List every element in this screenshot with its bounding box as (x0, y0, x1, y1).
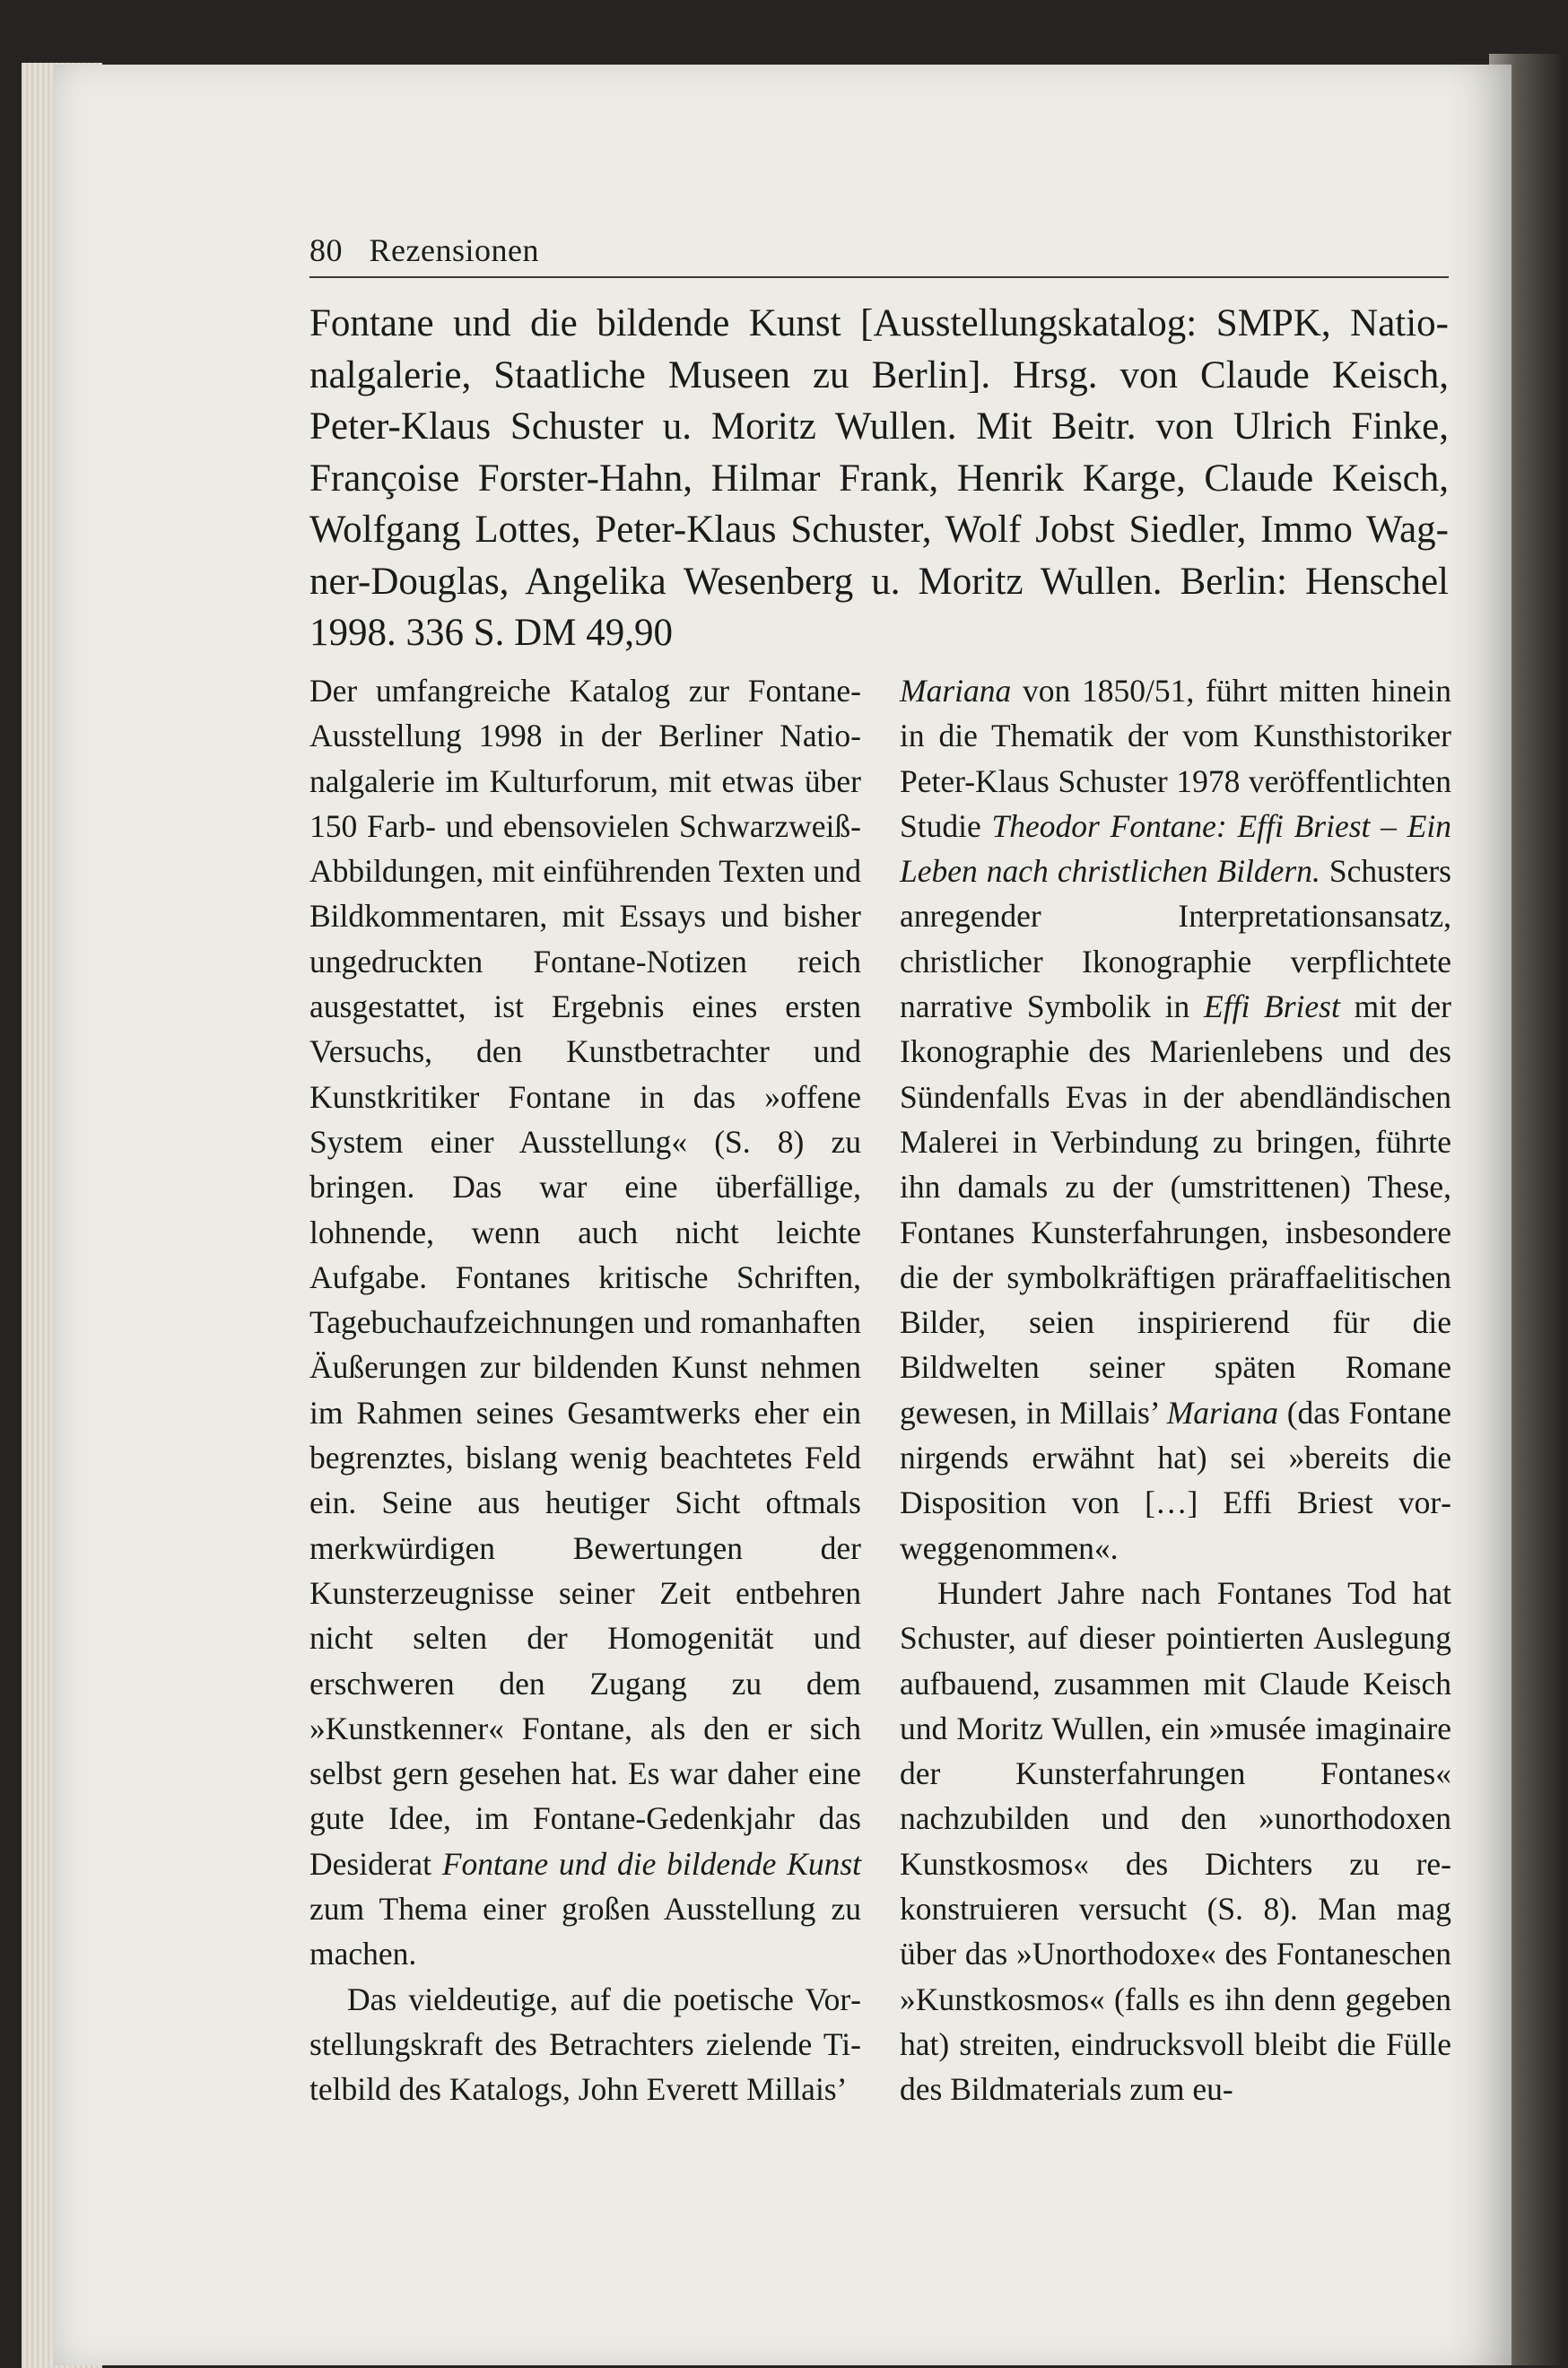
left-paragraph-2: Das vieldeutige, auf die poetische Vorstellungskraft des Betrachters zielende Titelbild des Katalogs, John Everett Millais’ (309, 1981, 861, 2108)
left-paragraph-1: Der umfangreiche Katalog zur Fontane-Ausstellung 1998 in der Berliner Nationalgalerie im Kulturforum, mit etwas über 150 Farb- und ebensovielen Schwarzweiß-Abbildungen, mit einführenden Texten und Bildkommentaren, mit Essays und bisher ungedruckten Fontane-Notizen reich ausgestattet, ist Ergebnis eines ersten Versuchs, den Kunstbetrachter und Kunstkritiker Fontane in das »offene System einer Ausstellung« (S. 8) zu bringen. Das war eine überfällige, lohnende, wenn auch nicht leichte Aufgabe. Fontanes kritische Schriften, Tagebuchaufzeichnungen und romanhaften Äußerungen zur bildenden Kunst nehmen im Rahmen seines Gesamtwerks eher ein begrenztes, bislang wenig beachtetes Feld ein. Seine aus heutiger Sicht oftmals merkwürdigen Bewertungen der Kunsterzeugnisse seiner Zeit entbehren nicht selten der Homogenität und erschweren den Zugang zu dem »Kunstkenner« Fontane, als den er sich selbst gern gesehen hat. Es war daher eine gute Idee, im Fontane-Gedenkjahr das Desiderat Fontane und die bildende Kunst zum Thema einer großen Ausstellung zu machen. (309, 673, 861, 1972)
right-paragraph-2: Hundert Jahre nach Fontanes Tod hat Schuster, auf dieser pointierten Auslegung aufbauend, zusammen mit Claude Keisch und Moritz Wullen, ein »musée imaginaire der Kunsterfahrungen Fontanes« nachzubilden und den »unorthodoxen Kunstkosmos« des Dichters zu rekonstruieren versucht (S. 8). Man mag über das »Unorthodoxe« des Fontaneschen »Kunstkosmos« (falls es ihn denn gegeben hat) streiten, eindrucksvoll bleibt die Fülle des Bildmaterials zum eu- (900, 1574, 1451, 2108)
right-column (900, 668, 1451, 2112)
bib-line: Françoise Forster-Hahn, Hilmar Frank, Henrik Karge, Claude Keisch, (309, 457, 1449, 500)
bib-line: 1998. 336 S. DM 49,90 (309, 612, 673, 654)
italic-title: Theodor Fontane: Effi Briest – Ein Leben nach christlichen Bildern. (900, 807, 1452, 890)
left-column (309, 668, 861, 2112)
italic-title: Effi Briest (1204, 988, 1340, 1025)
italic-title: Mariana (900, 673, 1012, 709)
right-paragraph-1: Mariana von 1850/51, führt mitten hinein in die Thematik der vom Kunsthistoriker Peter-Klaus Schuster 1978 veröffentlichten Studie Theodor Fontane: Effi Briest – Ein Leben nach christlichen Bildern. Schusters anregender Interpretationsansatz, christlicher Ikonographie verpflichtete narrative Symbolik in Effi Briest mit der Ikonographie des Marienlebens und des Sündenfalls Evas in der abendländischen Malerei in Verbindung zu bringen, führte ihn damals zu der (umstrittenen) These, Fontanes Kunsterfahrungen, insbesondere die der symbolkräftigen präraffaelitischen Bilder, seien inspirierend für die Bildwelten seiner späten Romane gewesen, in Millais’ Mariana (das Fontane nirgends erwähnt hat) sei »bereits die Disposition von […] Effi Briest vorweggenommen«. (900, 673, 1452, 1566)
page-number: 80 (309, 232, 343, 268)
bib-line: Wolfgang Lottes, Peter-Klaus Schuster, Wolf Jobst Siedler, Immo Wag- (309, 509, 1449, 551)
bib-line: nalgalerie, Staatliche Museen zu Berlin]. Hrsg. von Claude Keisch, (309, 353, 1449, 396)
italic-title: Mariana (1166, 1394, 1278, 1431)
bib-line: Fontane und die bildende Kunst [Ausstellungskatalog: SMPK, Natio- (309, 302, 1449, 344)
italic-title: Fontane und die bildende Kunst (441, 1845, 861, 1882)
section-title: Rezensionen (369, 232, 539, 268)
bibliographic-entry (309, 298, 1449, 659)
running-head (309, 231, 1449, 278)
bib-line: ner-Douglas, Angelika Wesenberg u. Moritz Wullen. Berlin: Henschel (309, 560, 1449, 603)
bib-line: Peter-Klaus Schuster u. Moritz Wullen. Mit Beitr. von Ulrich Finke, (309, 405, 1449, 448)
